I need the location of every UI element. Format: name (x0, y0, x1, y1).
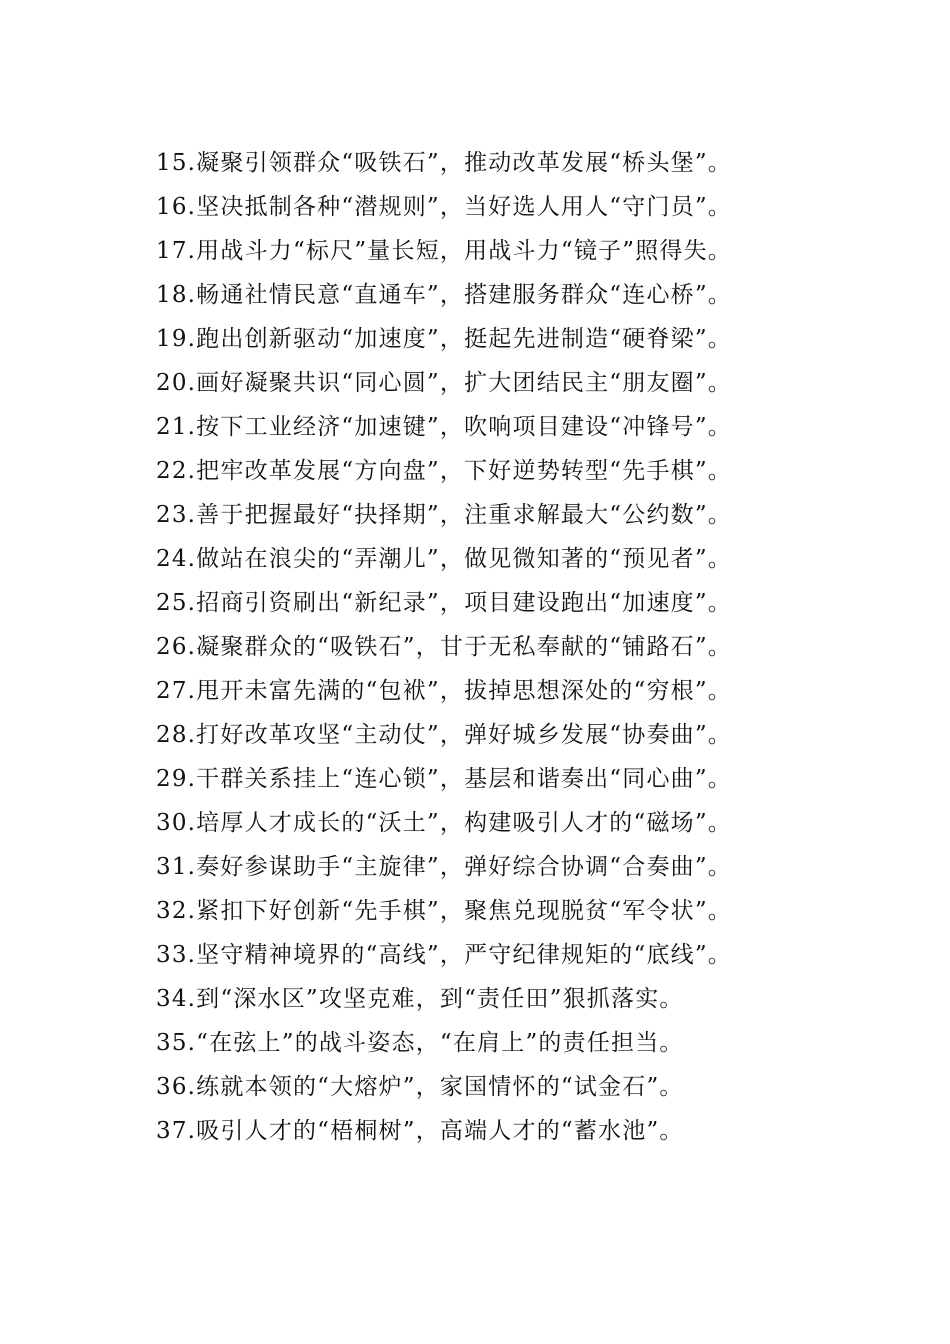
list-item: 32.紧扣下好创新“先手棋”，聚焦兑现脱贫“军令状”。 (156, 898, 733, 924)
list-item: 27.甩开未富先满的“包袱”，拔掉思想深处的“穷根”。 (156, 678, 733, 704)
list-item: 28.打好改革攻坚“主动仗”，弹好城乡发展“协奏曲”。 (156, 722, 733, 748)
slogan-list (156, 141, 936, 1153)
list-item: 36.练就本领的“大熔炉”，家国情怀的“试金石”。 (156, 1074, 684, 1100)
list-item: 31.奏好参谋助手“主旋律”，弹好综合协调“合奏曲”。 (156, 854, 733, 880)
list-item: 35.“在弦上”的战斗姿态，“在肩上”的责任担当。 (156, 1030, 684, 1056)
list-item: 20.画好凝聚共识“同心圆”，扩大团结民主“朋友圈”。 (156, 370, 733, 396)
list-item: 37.吸引人才的“梧桐树”，高端人才的“蓄水池”。 (156, 1118, 684, 1144)
list-item: 30.培厚人才成长的“沃土”，构建吸引人才的“磁场”。 (156, 810, 733, 836)
list-item: 18.畅通社情民意“直通车”，搭建服务群众“连心桥”。 (156, 282, 733, 308)
list-item: 25.招商引资刷出“新纪录”，项目建设跑出“加速度”。 (156, 590, 733, 616)
list-item: 22.把牢改革发展“方向盘”，下好逆势转型“先手棋”。 (156, 458, 733, 484)
list-item: 19.跑出创新驱动“加速度”，挺起先进制造“硬脊梁”。 (156, 326, 733, 352)
list-item: 16.坚决抵制各种“潜规则”，当好选人用人“守门员”。 (156, 194, 733, 220)
list-item: 26.凝聚群众的“吸铁石”，甘于无私奉献的“铺路石”。 (156, 634, 733, 660)
list-item: 23.善于把握最好“抉择期”，注重求解最大“公约数”。 (156, 502, 733, 528)
list-item: 33.坚守精神境界的“高线”，严守纪律规矩的“底线”。 (156, 942, 733, 968)
list-item: 24.做站在浪尖的“弄潮儿”，做见微知著的“预见者”。 (156, 546, 733, 572)
list-item: 15.凝聚引领群众“吸铁石”，推动改革发展“桥头堡”。 (156, 150, 733, 176)
list-item: 29.干群关系挂上“连心锁”，基层和谐奏出“同心曲”。 (156, 766, 733, 792)
list-item: 34.到“深水区”攻坚克难，到“责任田”狠抓落实。 (156, 986, 684, 1012)
list-item: 17.用战斗力“标尺”量长短，用战斗力“镜子”照得失。 (156, 238, 733, 264)
list-item: 21.按下工业经济“加速键”，吹响项目建设“冲锋号”。 (156, 414, 733, 440)
